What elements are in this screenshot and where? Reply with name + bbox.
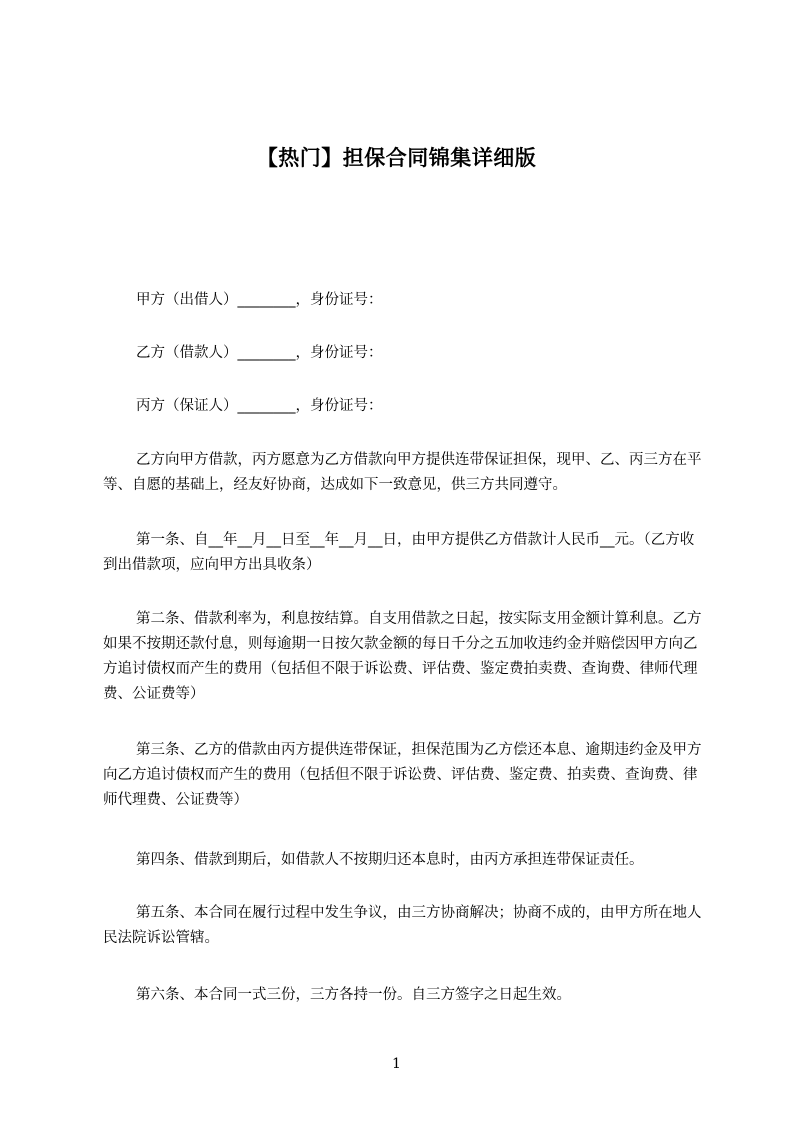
article-2: 第二条、借款利率为，利息按结算。自支用借款之日起，按实际支用金额计算利息。乙方如果不按期还款付息，则每逾期一日按欠款金额的每日千分之五加收违约金并赔偿因甲方向乙方追讨债权而产生的费用（包括但不限于诉讼费、评估费、鉴定费拍卖费、查询费、律师代理费、公证费等） bbox=[103, 611, 702, 702]
document-title: 【热门】担保合同锦集详细版 bbox=[256, 146, 537, 170]
party-a-line: 甲方（出借人）________，身份证号： bbox=[136, 292, 383, 308]
article-1: 第一条、自__年__月__日至__年__月__日，由甲方提供乙方借款计人民币__元。（乙方收到出借款项，应向甲方出具收条） bbox=[103, 532, 695, 573]
article-5: 第五条、本合同在履行过程中发生争议，由三方协商解决；协商不成的，由甲方所在地人民法院诉讼管辖。 bbox=[103, 905, 702, 946]
party-c-line: 丙方（保证人）________，身份证号： bbox=[136, 398, 383, 414]
preamble-paragraph: 乙方向甲方借款，丙方愿意为乙方借款向甲方提供连带保证担保，现甲、乙、丙三方在平等、自愿的基础上，经友好协商，达成如下一致意见，供三方共同遵守。 bbox=[103, 452, 702, 493]
article-3: 第三条、乙方的借款由丙方提供连带保证，担保范围为乙方偿还本息、逾期违约金及甲方向乙方追讨债权而产生的费用（包括但不限于诉讼费、评估费、鉴定费、拍卖费、查询费、律师代理费、公证费等） bbox=[103, 742, 702, 808]
article-4: 第四条、借款到期后，如借款人不按期归还本息时，由丙方承担连带保证责任。 bbox=[136, 852, 644, 868]
party-b-line: 乙方（借款人）________，身份证号： bbox=[136, 345, 383, 361]
page-number: 1 bbox=[392, 1056, 401, 1072]
article-6: 第六条、本合同一式三份，三方各持一份。自三方签字之日起生效。 bbox=[136, 987, 571, 1003]
